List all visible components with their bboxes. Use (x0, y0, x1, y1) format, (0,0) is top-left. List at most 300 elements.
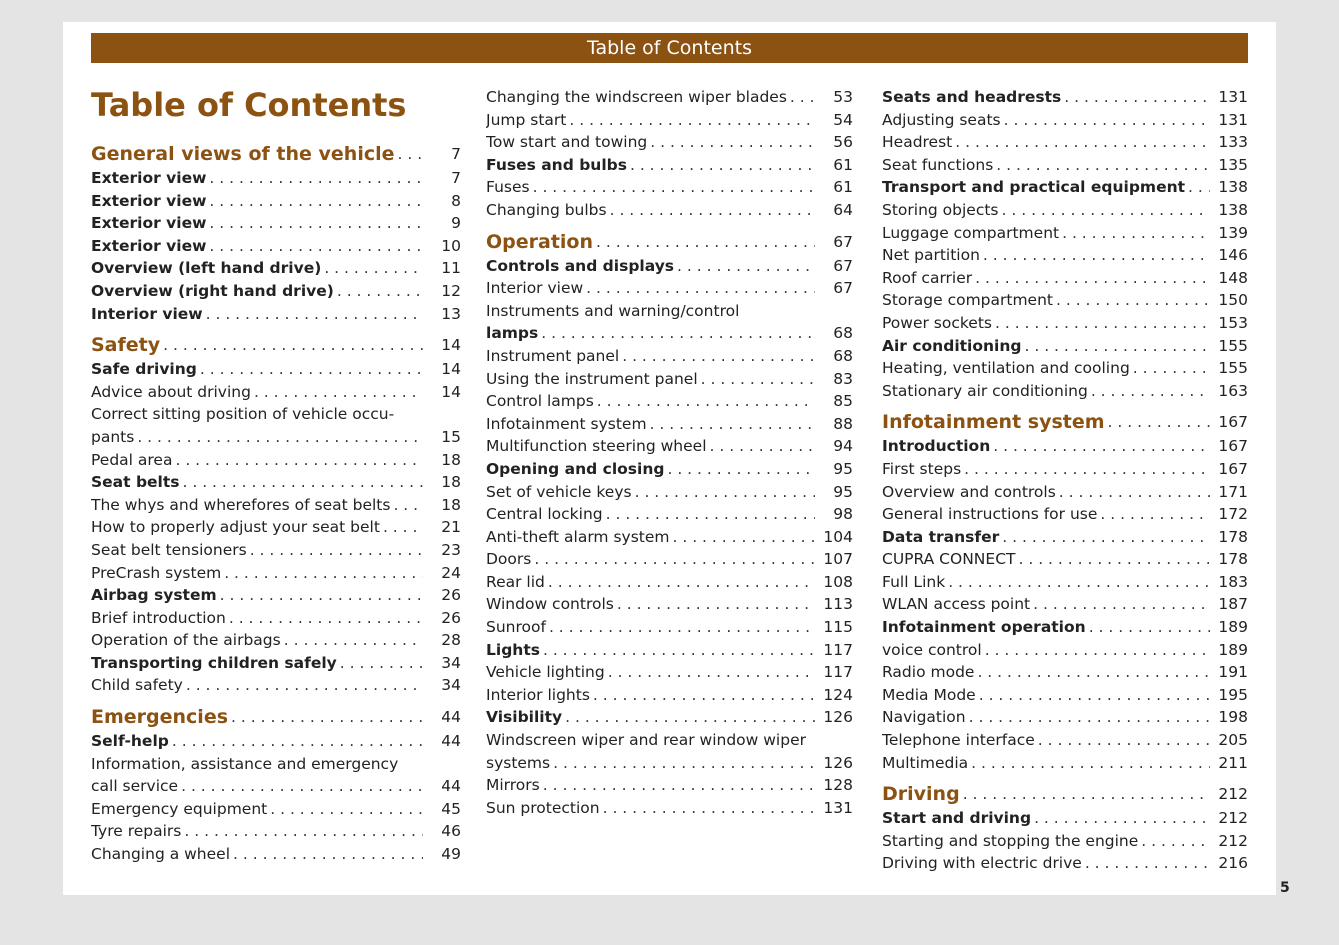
dot-leader (565, 706, 815, 729)
dot-leader (608, 661, 815, 684)
toc-entry-title: Opening and closing (486, 459, 665, 478)
toc-entry-title: Overview (left hand drive) (91, 259, 322, 278)
toc-page-number: 18 (441, 495, 461, 514)
toc-entry-title: Roof carrier (882, 268, 973, 287)
dot-leader (541, 322, 815, 345)
toc-entry[interactable] (486, 109, 853, 132)
toc-entry[interactable] (486, 616, 853, 639)
toc-entry[interactable] (882, 244, 1248, 267)
dot-leader (596, 230, 815, 254)
toc-entry-title: Seat belts (91, 473, 180, 492)
toc-entry-title: WLAN access point (882, 595, 1031, 614)
dot-leader (948, 571, 1210, 594)
toc-entry-title: Tow start and towing (486, 133, 648, 152)
toc-entry-title: Safety (91, 334, 161, 357)
toc-entry-title: PreCrash system (91, 563, 222, 582)
toc-entry[interactable] (91, 280, 461, 303)
dot-leader (1004, 109, 1210, 132)
toc-entry[interactable] (91, 471, 461, 494)
toc-entry-title: Window controls (486, 595, 614, 614)
toc-page-number: 150 (1218, 291, 1248, 310)
dot-leader (184, 820, 423, 843)
toc-page-number: 187 (1218, 595, 1248, 614)
dot-leader (250, 539, 423, 562)
toc-page-number: 95 (833, 482, 853, 501)
dot-leader (979, 684, 1210, 707)
toc-page-number: 131 (823, 798, 853, 817)
toc-page-number: 155 (1218, 359, 1248, 378)
dot-leader (183, 471, 424, 494)
dot-leader (586, 277, 815, 300)
toc-entry[interactable] (91, 820, 461, 843)
toc-entry[interactable] (91, 449, 461, 472)
toc-entry-title: Transporting children safely (91, 653, 337, 672)
dot-leader (1056, 289, 1210, 312)
toc-entry[interactable] (486, 176, 853, 199)
toc-entry[interactable] (486, 435, 853, 458)
toc-entry[interactable] (486, 199, 853, 222)
toc-entry[interactable] (882, 86, 1248, 109)
dot-leader (971, 752, 1210, 775)
toc-entry-title: Exterior view (91, 214, 207, 233)
toc-page-number: 49 (441, 845, 461, 864)
toc-entry[interactable] (882, 639, 1248, 662)
toc-entry[interactable] (486, 277, 853, 300)
toc-entry-title: Visibility (486, 708, 563, 727)
toc-entry[interactable] (882, 571, 1248, 594)
toc-page-number: 26 (441, 586, 461, 605)
toc-entry-title: Tyre repairs (91, 822, 182, 841)
toc-entry[interactable] (882, 267, 1248, 290)
toc-page-number: 83 (833, 369, 853, 388)
toc-entry-title: Interior view (91, 304, 203, 323)
toc-entry-title: Storage compartment (882, 291, 1053, 310)
toc-entry[interactable] (882, 199, 1248, 222)
toc-entry[interactable] (882, 289, 1248, 312)
toc-entry[interactable] (882, 729, 1248, 752)
toc-page-number: 15 (441, 427, 461, 446)
toc-entry[interactable] (882, 752, 1248, 775)
toc-entry-title: Seats and headrests (882, 88, 1062, 106)
toc-entry[interactable] (882, 335, 1248, 358)
dot-leader (983, 244, 1210, 267)
dot-leader (549, 616, 815, 639)
toc-entry-title: Headrest (882, 133, 953, 152)
toc-entry-title: Vehicle lighting (486, 663, 605, 682)
toc-entry-title: Set of vehicle keys (486, 482, 632, 501)
dot-leader (617, 593, 815, 616)
toc-entry[interactable] (486, 154, 853, 177)
toc-entry[interactable] (91, 607, 461, 630)
toc-page-number: 113 (823, 595, 853, 614)
toc-entry[interactable] (882, 526, 1248, 549)
toc-entry-title: Exterior view (91, 169, 207, 187)
toc-entry[interactable] (486, 684, 853, 707)
dot-leader (175, 449, 423, 472)
toc-entry-title: Jump start (486, 110, 567, 129)
toc-page-number: 131 (1218, 110, 1248, 129)
toc-page-number: 94 (833, 437, 853, 456)
toc-entry[interactable] (882, 435, 1248, 458)
dot-leader (603, 797, 815, 820)
toc-page-number: 23 (441, 540, 461, 559)
toc-page-number: 133 (1218, 133, 1248, 152)
toc-entry[interactable] (882, 222, 1248, 245)
header-banner: Table of Contents (91, 33, 1248, 63)
dot-leader (398, 142, 424, 166)
toc-entry[interactable] (882, 807, 1248, 830)
toc-entry[interactable] (486, 593, 853, 616)
dot-leader (233, 843, 423, 866)
toc-entry[interactable] (91, 212, 461, 235)
toc-entry-title: Doors (486, 550, 532, 569)
toc-page-number: 216 (1218, 854, 1248, 873)
toc-entry-title: Multifunction steering wheel (486, 437, 707, 456)
toc-entry[interactable] (486, 503, 853, 526)
toc-entry[interactable] (882, 548, 1248, 571)
toc-entry-title: Transport and practical equipment (882, 178, 1186, 197)
toc-entry[interactable] (486, 413, 853, 436)
dot-leader (284, 629, 423, 652)
toc-entry[interactable] (91, 562, 461, 585)
toc-entry-title: Driving with electric drive (882, 854, 1082, 873)
toc-page-number: 88 (833, 414, 853, 433)
toc-entry-title: Stationary air conditioning (882, 381, 1088, 400)
toc-entry[interactable] (91, 403, 461, 448)
toc-page-number: 126 (823, 708, 853, 727)
dot-leader (975, 267, 1210, 290)
toc-entry-title: Anti-theft alarm system (486, 527, 670, 546)
dot-leader (1024, 335, 1210, 358)
toc-entry-title: Child safety (91, 676, 183, 695)
toc-entry[interactable] (486, 255, 853, 278)
dot-leader (337, 280, 423, 303)
toc-page-number: 68 (833, 324, 853, 343)
toc-entry[interactable] (486, 86, 853, 109)
dot-leader (1034, 807, 1210, 830)
toc-page-number: 7 (451, 169, 461, 187)
toc-entry-title: Operation of the airbags (91, 631, 281, 650)
toc-entry-title: Sun protection (486, 798, 600, 817)
toc-entry[interactable] (882, 852, 1248, 875)
dot-leader (186, 674, 423, 697)
toc-entry[interactable] (486, 390, 853, 413)
dot-leader (1133, 357, 1210, 380)
dot-leader (231, 705, 423, 729)
toc-entry[interactable] (91, 167, 461, 190)
dot-leader (1062, 222, 1210, 245)
toc-page-number: 108 (823, 572, 853, 591)
dot-leader (993, 435, 1210, 458)
toc-page-number: 135 (1218, 155, 1248, 174)
toc-entry[interactable] (882, 684, 1248, 707)
toc-page-number: 54 (833, 110, 853, 129)
toc-page-number: 9 (451, 214, 461, 233)
toc-entry[interactable] (882, 357, 1248, 380)
toc-entry[interactable] (882, 503, 1248, 526)
dot-leader (1002, 526, 1210, 549)
toc-entry-title: Brief introduction (91, 608, 226, 627)
toc-entry[interactable] (882, 481, 1248, 504)
toc-page-number: 172 (1218, 505, 1248, 524)
toc-entry-title: Start and driving (882, 809, 1032, 828)
toc-entry[interactable] (882, 661, 1248, 684)
toc-page-number: 131 (1218, 88, 1248, 106)
toc-entry[interactable] (882, 830, 1248, 853)
dot-leader (1141, 830, 1210, 853)
toc-page-number: 64 (833, 200, 853, 219)
toc-entry[interactable] (486, 131, 853, 154)
toc-entry[interactable] (91, 235, 461, 258)
toc-entry-title-line-2: pants (91, 427, 135, 446)
toc-entry[interactable] (882, 616, 1248, 639)
toc-entry[interactable] (486, 661, 853, 684)
toc-entry-title: Changing bulbs (486, 200, 607, 219)
toc-page-number: 61 (833, 155, 853, 174)
toc-page-number: 28 (441, 631, 461, 650)
toc-entry-title: Storing objects (882, 200, 999, 219)
toc-entry[interactable] (91, 516, 461, 539)
toc-entry-title: voice control (882, 640, 982, 659)
toc-section-heading[interactable] (882, 782, 1248, 806)
toc-entry[interactable] (91, 303, 461, 326)
toc-page-number: 34 (441, 653, 461, 672)
toc-entry-title: Lights (486, 640, 540, 659)
toc-entry-title: Emergency equipment (91, 799, 268, 818)
toc-entry-title: Air conditioning (882, 336, 1022, 355)
toc-entry-title-line-1: Windscreen wiper and rear window wiper (486, 731, 806, 750)
toc-entry-title: Seat belt tensioners (91, 540, 247, 559)
toc-entry[interactable] (91, 730, 461, 753)
toc-entry[interactable] (91, 584, 461, 607)
dot-leader (964, 458, 1210, 481)
toc-entry-title: Radio mode (882, 663, 975, 682)
toc-page-number: 18 (441, 473, 461, 492)
toc-entry[interactable] (486, 797, 853, 820)
toc-page-number: 153 (1218, 313, 1248, 332)
toc-entry-title: Controls and displays (486, 256, 675, 275)
page-number: 5 (1280, 880, 1290, 896)
toc-entry-title: Overview and controls (882, 482, 1056, 501)
toc-entry[interactable] (486, 548, 853, 571)
toc-page-number: 211 (1218, 753, 1248, 772)
toc-entry[interactable] (486, 706, 853, 729)
toc-page-number: 189 (1218, 640, 1248, 659)
toc-section-heading[interactable] (486, 230, 853, 254)
toc-entry[interactable] (882, 109, 1248, 132)
toc-page-number: 56 (833, 133, 853, 152)
dot-leader (606, 503, 815, 526)
toc-entry-title: Interior lights (486, 685, 590, 704)
toc-column-1 (91, 142, 461, 866)
toc-entry-title: Changing a wheel (91, 845, 231, 864)
toc-entry-title: Changing the windscreen wiper blades (486, 88, 787, 106)
toc-entry[interactable] (91, 674, 461, 697)
toc-entry-title: Data transfer (882, 527, 1000, 546)
toc-entry-title: Pedal area (91, 450, 173, 469)
toc-entry[interactable] (882, 154, 1248, 177)
toc-entry-title: Multimedia (882, 753, 969, 772)
toc-page-number: 104 (823, 527, 853, 546)
toc-page-number: 183 (1218, 572, 1248, 591)
dot-leader (172, 730, 423, 753)
toc-section-heading[interactable] (91, 142, 461, 166)
toc-section-heading[interactable] (91, 333, 461, 357)
toc-entry-title: How to properly adjust your seat belt (91, 518, 380, 537)
toc-page-number: 124 (823, 685, 853, 704)
dot-leader (996, 154, 1210, 177)
toc-page-number: 10 (441, 236, 461, 255)
toc-entry[interactable] (91, 629, 461, 652)
dot-leader (229, 607, 423, 630)
dot-leader (181, 775, 423, 798)
toc-entry-title: Overview (right hand drive) (91, 281, 334, 300)
toc-section-heading[interactable] (91, 705, 461, 729)
toc-entry-title: Mirrors (486, 776, 540, 795)
toc-section-heading[interactable] (882, 410, 1248, 434)
toc-entry[interactable] (486, 571, 853, 594)
toc-page-number: 14 (441, 336, 461, 355)
toc-page-number: 189 (1218, 618, 1248, 637)
toc-page-number: 98 (833, 505, 853, 524)
toc-entry-title-line-1: Instruments and warning/control (486, 301, 740, 320)
toc-entry[interactable] (882, 131, 1248, 154)
toc-entry[interactable] (486, 345, 853, 368)
dot-leader (1108, 410, 1210, 434)
dot-leader (593, 684, 815, 707)
dot-leader (790, 86, 815, 109)
toc-entry[interactable] (486, 526, 853, 549)
toc-page-number: 167 (1218, 437, 1248, 456)
toc-page-number: 138 (1218, 178, 1248, 197)
toc-entry-title-line-1: Correct sitting position of vehicle occu- (91, 405, 395, 424)
toc-entry[interactable] (91, 753, 461, 798)
toc-page-number: 205 (1218, 731, 1248, 750)
toc-entry-title: Instrument panel (486, 346, 620, 365)
page-title: Table of Contents (91, 86, 407, 124)
toc-entry-title: Infotainment system (486, 414, 647, 433)
dot-leader (393, 494, 423, 517)
dot-leader (710, 435, 815, 458)
toc-entry[interactable] (486, 458, 853, 481)
toc-entry[interactable] (91, 257, 461, 280)
toc-page-number: 191 (1218, 663, 1248, 682)
dot-leader (209, 212, 423, 235)
toc-page-number: 198 (1218, 708, 1248, 727)
toc-entry-title-line-1: Information, assistance and emergency (91, 754, 399, 773)
toc-page-number: 21 (441, 518, 461, 537)
toc-entry[interactable] (882, 380, 1248, 403)
toc-entry[interactable] (882, 312, 1248, 335)
toc-page-number: 13 (441, 304, 461, 323)
toc-page-number: 68 (833, 346, 853, 365)
toc-page-number: 14 (441, 382, 461, 401)
toc-entry[interactable] (91, 539, 461, 562)
dot-leader (673, 526, 816, 549)
toc-page-number: 14 (441, 360, 461, 379)
toc-page-number: 117 (823, 640, 853, 659)
toc-entry[interactable] (486, 481, 853, 504)
dot-leader (1059, 481, 1210, 504)
toc-page-number: 195 (1218, 685, 1248, 704)
toc-entry[interactable] (91, 843, 461, 866)
dot-leader (650, 413, 815, 436)
toc-page-number: 46 (441, 822, 461, 841)
toc-page-number: 115 (823, 618, 853, 637)
toc-column-2 (486, 86, 853, 819)
toc-entry-title: Exterior view (91, 236, 207, 255)
toc-entry-title: CUPRA CONNECT (882, 550, 1016, 569)
toc-entry[interactable] (486, 368, 853, 391)
toc-entry[interactable] (91, 494, 461, 517)
dot-leader (1085, 852, 1210, 875)
toc-entry[interactable] (882, 706, 1248, 729)
dot-leader (1002, 199, 1210, 222)
toc-page-number: 167 (1218, 413, 1248, 432)
toc-entry[interactable] (882, 458, 1248, 481)
toc-entry-title-line-2: call service (91, 777, 179, 796)
toc-entry-title: Introduction (882, 437, 991, 456)
toc-entry-title: General instructions for use (882, 505, 1098, 524)
toc-page-number: 212 (1218, 785, 1248, 804)
toc-entry-title: Central locking (486, 505, 603, 524)
dot-leader (206, 303, 423, 326)
toc-page-number: 171 (1218, 482, 1248, 501)
toc-page-number: 53 (833, 88, 853, 106)
dot-leader (995, 312, 1210, 335)
toc-entry[interactable] (91, 190, 461, 213)
toc-entry-title: Driving (882, 783, 960, 806)
toc-entry-title: Seat functions (882, 155, 994, 174)
toc-entry[interactable] (91, 652, 461, 675)
toc-entry-title: Infotainment operation (882, 618, 1086, 637)
dot-leader (1033, 593, 1210, 616)
toc-page-number: 212 (1218, 809, 1248, 828)
toc-entry-title: Safe driving (91, 360, 197, 379)
toc-entry-title: Control lamps (486, 392, 594, 411)
toc-entry[interactable] (486, 300, 853, 345)
toc-page-number: 95 (833, 459, 853, 478)
dot-leader (1188, 176, 1210, 199)
dot-leader (200, 358, 423, 381)
dot-leader (597, 390, 815, 413)
toc-page-number: 61 (833, 178, 853, 197)
toc-entry-title: Starting and stopping the engine (882, 831, 1139, 850)
dot-leader (324, 257, 423, 280)
toc-page-number: 107 (823, 550, 853, 569)
toc-entry[interactable] (486, 774, 853, 797)
dot-leader (534, 548, 815, 571)
toc-entry-title: Heating, ventilation and cooling (882, 359, 1130, 378)
toc-entry[interactable] (91, 381, 461, 404)
dot-leader (533, 176, 815, 199)
toc-page-number: 126 (823, 753, 853, 772)
toc-entry-title: Advice about driving (91, 382, 251, 401)
toc-entry[interactable] (486, 729, 853, 774)
dot-leader (383, 516, 423, 539)
dot-leader (677, 255, 815, 278)
toc-page-number: 18 (441, 450, 461, 469)
dot-leader (1064, 86, 1210, 109)
toc-entry[interactable] (882, 176, 1248, 199)
dot-leader (340, 652, 423, 675)
toc-entry[interactable] (91, 358, 461, 381)
dot-leader (543, 774, 815, 797)
toc-entry[interactable] (91, 798, 461, 821)
toc-entry[interactable] (486, 639, 853, 662)
toc-entry[interactable] (882, 593, 1248, 616)
toc-column-3 (882, 86, 1248, 875)
